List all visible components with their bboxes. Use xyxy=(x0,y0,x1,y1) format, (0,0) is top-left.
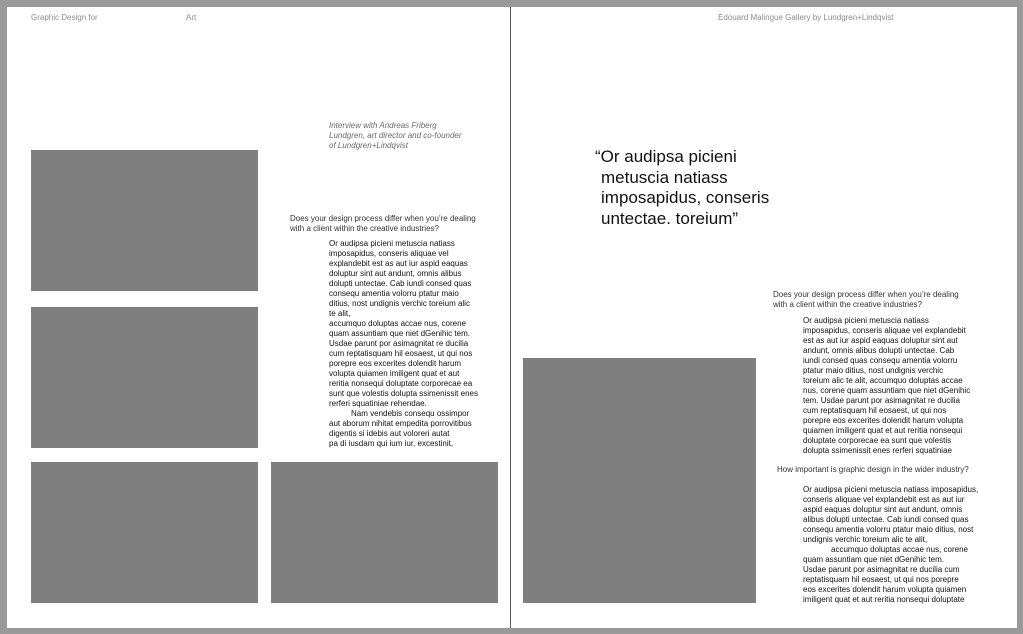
answer-line: conseris aliquae vel explandebit est as aut iur xyxy=(803,495,965,504)
page-divider xyxy=(510,7,511,628)
answer-line: explandebit est as aut iur aspid eaquas xyxy=(329,259,468,268)
left-page-section: Art xyxy=(186,13,197,22)
answer-line: est as aut iur aspid eaquas doluptur sint aut xyxy=(803,336,958,345)
answer-line: accumquo doluptas accae nus, corene xyxy=(329,319,466,328)
interview-question xyxy=(773,290,988,310)
answer-line: reptatisquam hil eosaest, ut qui nos porepre xyxy=(803,575,959,584)
answer-line: imposapidus, conseris aliquae vel explandebit xyxy=(803,326,966,335)
answer-line: imiligent quat et aut reritia nonsequi doluptate xyxy=(803,595,965,604)
answer-line: aspid eaquas doluptur sint aut andunt, omnis xyxy=(803,505,963,514)
answer-line: eos excerites dolendit harum volupta quiamen xyxy=(803,585,967,594)
image-placeholder xyxy=(31,462,258,603)
answer-line: consequ amentia volorru ptatur maio ditius, nost xyxy=(803,525,974,534)
question-line: with a client within the creative industries? xyxy=(290,224,439,233)
question-line: Does your design process differ when you’re dealing xyxy=(290,214,476,223)
answer-line: sunt que volestis dolupta ssimenissit enes xyxy=(329,389,478,398)
interview-intro-line: Lundgren, art director and co-founder xyxy=(329,131,462,140)
pull-quote-line: untectae. toreium” xyxy=(601,208,739,228)
answer-line: cum reptatisquam hil eosaest, ut qui nos xyxy=(329,349,473,358)
answer-line: quam assuntiam que niet dGenihic tem. xyxy=(329,329,470,338)
answer-line: doluptate corporecae ea sunt que volestis xyxy=(803,436,952,445)
answer-line: rerferi squatiniae rehendae. xyxy=(329,399,427,408)
answer-line: iundi consed quas consequ amentia volorru xyxy=(803,356,958,365)
interview-question: How important is graphic design in the wider industry? xyxy=(777,465,969,474)
answer-line: Or audipsa picieni metuscia natiass xyxy=(803,316,929,325)
interview-intro-line: Interview with Andreas Friberg xyxy=(329,121,437,130)
answer-line: porepre eos excerites dolendit harum xyxy=(329,359,462,368)
right-page-header: Edouard Malingue Gallery by Lundgren+Lindqvist xyxy=(718,13,894,22)
answer-line: tem. Usdae parunt por asimagnitat re ducilia xyxy=(803,396,960,405)
answer-line: quiamen imiligent quat et aut reritia nonsequi xyxy=(803,426,963,435)
pull-quote-line: metuscia natiass xyxy=(601,167,728,187)
answer-line: imposapidus, conseris aliquae vel xyxy=(329,249,449,258)
answer-line: volupta quiamen imiligent quat et aut xyxy=(329,369,460,378)
image-placeholder xyxy=(31,150,258,291)
answer-line: Or audipsa picieni metuscia natiass imposapidus, xyxy=(803,485,979,494)
answer-line: Or audipsa picieni metuscia natiass xyxy=(329,239,455,248)
answer-line: quam assuntiam que niet dGenihic tem. xyxy=(803,555,944,564)
answer-line: toreium alic te alit, accumquo doluptas accae xyxy=(803,376,963,385)
interview-answer xyxy=(803,316,998,456)
answer-line: alibus dolupti untectae. Cab iundi consed quas xyxy=(803,515,969,524)
image-placeholder xyxy=(523,358,756,603)
answer-line: cum reptatisquam hil eosaest, ut qui nos xyxy=(803,406,947,415)
answer-line: undignis verchic toreium alic te alit, xyxy=(803,535,928,544)
answer-line: Usdae parunt por asimagnitat re ducilia xyxy=(329,339,469,348)
answer-line: porepre eos excerites dolendit harum volupta xyxy=(803,416,964,425)
pull-quote-line: “Or audipsa picieni xyxy=(595,147,737,166)
answer-line: reritia nonsequi doluptate corporecae ea xyxy=(329,379,473,388)
magazine-spread xyxy=(7,7,1017,628)
answer-line: dolupti untectae. Cab iundi consed quas xyxy=(329,279,472,288)
answer-line: ptatur maio ditius, nost undignis verchic xyxy=(803,366,944,375)
answer-line: andunt, omnis alibus dolupti untectae. Cab xyxy=(803,346,955,355)
left-page-header: Graphic Design for xyxy=(31,13,98,22)
answer-line: aut aborum nihitat empedita porrovitibus xyxy=(329,419,472,428)
answer-line: pa di iusdam qui ium iur, excestinit, xyxy=(329,439,454,448)
answer-line: nus, corene quam assuntiam que niet dGenihic xyxy=(803,386,971,395)
answer-line: Usdae parunt por asimagnitat re ducilia cum xyxy=(803,565,960,574)
pull-quote xyxy=(595,147,805,229)
answer-line: ditius, nost undignis verchic toreium alic xyxy=(329,299,470,308)
answer-line: Nam vendebis consequ ossimpor xyxy=(351,409,470,418)
interview-intro xyxy=(329,121,519,151)
interview-answer xyxy=(329,239,504,449)
image-placeholder xyxy=(271,462,498,603)
image-placeholder xyxy=(31,307,258,448)
interview-question xyxy=(290,214,505,234)
answer-line: doluptur sint aut andunt, omnis alibus xyxy=(329,269,462,278)
answer-line: dolupta ssimenissit enes rerferi squatiniae xyxy=(803,446,952,455)
answer-line: accumquo doluptas accae nus, corene xyxy=(831,545,968,554)
question-line: with a client within the creative industries? xyxy=(773,300,922,309)
interview-intro-line: of Lundgren+Lindqvist xyxy=(329,141,408,150)
answer-line: digentis si idebis aut voloreri autat xyxy=(329,429,450,438)
answer-line: consequ amentia volorru ptatur maio xyxy=(329,289,459,298)
answer-line: te alit, xyxy=(329,309,351,318)
interview-answer xyxy=(803,485,1003,605)
pull-quote-line: imposapidus, conseris xyxy=(601,188,770,207)
question-line: Does your design process differ when you’re dealing xyxy=(773,290,959,299)
